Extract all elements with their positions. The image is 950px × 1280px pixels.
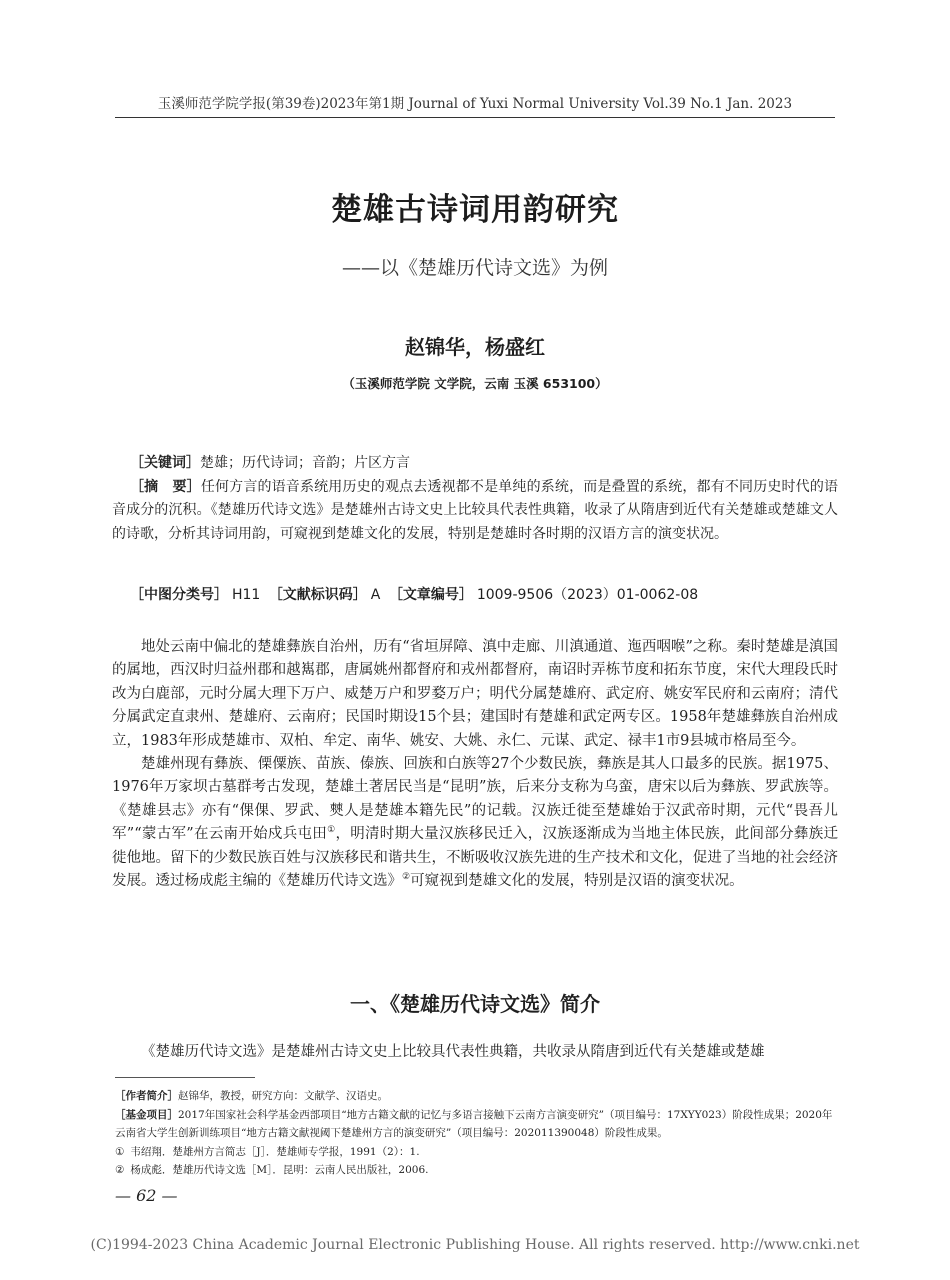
body-paragraph-1: 地处云南中偏北的楚雄彝族自治州，历有“省垣屏障、滇中走廊、川滇通道、迤西咽喉”之称。秦时楚雄是滇国的属地，西汉时归益州郡和越嶲郡，唐属姚州都督府和戎州都督府，南诏时弄栋节度和拓东节度，宋代大理段氏时改为白鹿部，元时分属大理下万户、威楚万户和罗婺万户；明代分属楚雄府、武定府、姚安军民府和云南府；清代分属武定直隶州、楚雄府、云南府；民国时期设15个县；建国时有楚雄和武定两专区。1958年楚雄彝族自治州成立，1983年形成楚雄市、双柏、牟定、南华、姚安、大姚、永仁、元谋、武定、禄丰1市9县城市格局至今。 — [112, 639, 838, 749]
keywords: 楚雄；历代诗词；音韵；片区方言 — [200, 455, 410, 471]
footnote-author — [115, 1087, 837, 1106]
author-note-text: 赵锦华，教授，研究方向：文献学、汉语史。 — [178, 1090, 388, 1102]
doc-code-value: A — [370, 587, 381, 603]
footnote-2-text: 杨成彪．楚雄历代诗文选［M］．昆明：云南人民出版社，2006. — [130, 1164, 429, 1176]
abstract-label: ［摘 要］ — [130, 478, 201, 495]
para2-part-c: 可窥视到楚雄文化的发展，特别是汉语的演变状况。 — [410, 873, 744, 890]
footnotes — [115, 1087, 837, 1180]
page-number: — 62 — — [115, 1186, 178, 1205]
clc-value: H11 — [232, 587, 261, 603]
abstract-block — [112, 452, 838, 546]
classification-line — [112, 584, 838, 604]
abstract-text: 任何方言的语音系统用历史的观点去透视都不是单纯的系统，而是叠置的系统，都有不同历史时代的语音成分的沉积。《楚雄历代诗文选》是楚雄州古诗文史上比较具代表性典籍，收录了从隋唐到近代有关楚雄或楚雄文人的诗歌，分析其诗词用韵，可窥视到楚雄文化的发展，特别是楚雄时各时期的汉语方言的演变状况。 — [112, 478, 839, 542]
fund-text: 2017年国家社会科学基金西部项目“地方古籍文献的记忆与多语言接触下云南方言演变研究”（项目编号：17XYY023）阶段性成果；2020年云南省大学生创新训练项目“地方古籍文献视阈下楚雄州方言的演变研究”（项目编号：202011390048）阶段性成果。 — [115, 1108, 833, 1139]
clc-label: ［中图分类号］ — [130, 587, 228, 603]
header-rule — [115, 117, 835, 118]
running-header: 玉溪师范学院学报(第39卷)2023年第1期 Journal of Yuxi Normal University Vol.39 No.1 Jan. 2023 — [157, 96, 793, 112]
article-no-label: ［文章编号］ — [388, 587, 473, 603]
fund-label: ［基金项目］ — [115, 1108, 178, 1121]
copyright-footer: (C)1994-2023 China Academic Journal Electronic Publishing House. All rights reserved. http://www.cnki.net — [90, 1237, 860, 1253]
doc-code-label: ［文献标识码］ — [268, 587, 367, 603]
body-paragraph-3: 《楚雄历代诗文选》是楚雄州古诗文史上比较具代表性典籍，共收录从隋唐到近代有关楚雄或楚雄 — [141, 1044, 765, 1060]
footnote-ref-2[interactable]: ② — [402, 872, 411, 883]
footnote-rule — [115, 1077, 255, 1078]
body-text — [112, 636, 838, 893]
footnote-2-mark: ② — [115, 1164, 125, 1176]
article-no-value: 1009-9506（2023）01-0062-08 — [476, 587, 699, 603]
footnote-fund — [115, 1106, 837, 1143]
para2-part-b: ，明清时期大量汉族移民迁入，汉族逐渐成为当地主体民族，此间部分彝族迁徙他地。留下的少数民族百姓与汉族移民和谐共生，不断吸收汉族先进的生产技术和文化，促进了当地的社会经济发展。透过杨成彪主编的《楚雄历代诗文选》 — [112, 826, 838, 890]
footnote-ref-1[interactable]: ① — [327, 825, 336, 836]
abstract-paragraph — [112, 476, 838, 547]
article-subtitle: ——以《楚雄历代诗文选》为例 — [341, 257, 608, 279]
affiliation: （玉溪师范学院 文学院，云南 玉溪 653100） — [342, 376, 608, 391]
footnote-1 — [115, 1143, 837, 1162]
section-heading-1: 一、《楚雄历代诗文选》简介 — [350, 992, 600, 1016]
keywords-line — [112, 452, 838, 476]
para2-part-a: 楚雄州现有彝族、傈僳族、苗族、傣族、回族和白族等27个少数民族，彝族是其人口最多的民族。据1975、1976年万家坝古墓群考古发现，楚雄土著居民当是“昆明”族，后来分支称为乌蛮，唐宋以后为彝族、罗武族等。《楚雄县志》亦有“倮倮、罗武、僰人是楚雄本籍先民”的记载。汉族迁徙至楚雄始于汉武帝时期，元代“畏吾儿军”“蒙古军”在云南开始戍兵屯田 — [112, 756, 838, 843]
author-note-label: ［作者简介］ — [115, 1090, 178, 1102]
body-paragraph-2 — [112, 753, 838, 893]
footnote-1-mark: ① — [115, 1145, 125, 1158]
footnote-1-text: 韦绍翔．楚雄州方言简志［J］．楚雄师专学报，1991（2）：1. — [130, 1145, 420, 1158]
authors: 赵锦华，杨盛红 — [405, 335, 545, 359]
keywords-label: ［关键词］ — [130, 455, 200, 471]
footnote-2 — [115, 1161, 837, 1180]
article-title: 楚雄古诗词用韵研究 — [331, 192, 619, 228]
